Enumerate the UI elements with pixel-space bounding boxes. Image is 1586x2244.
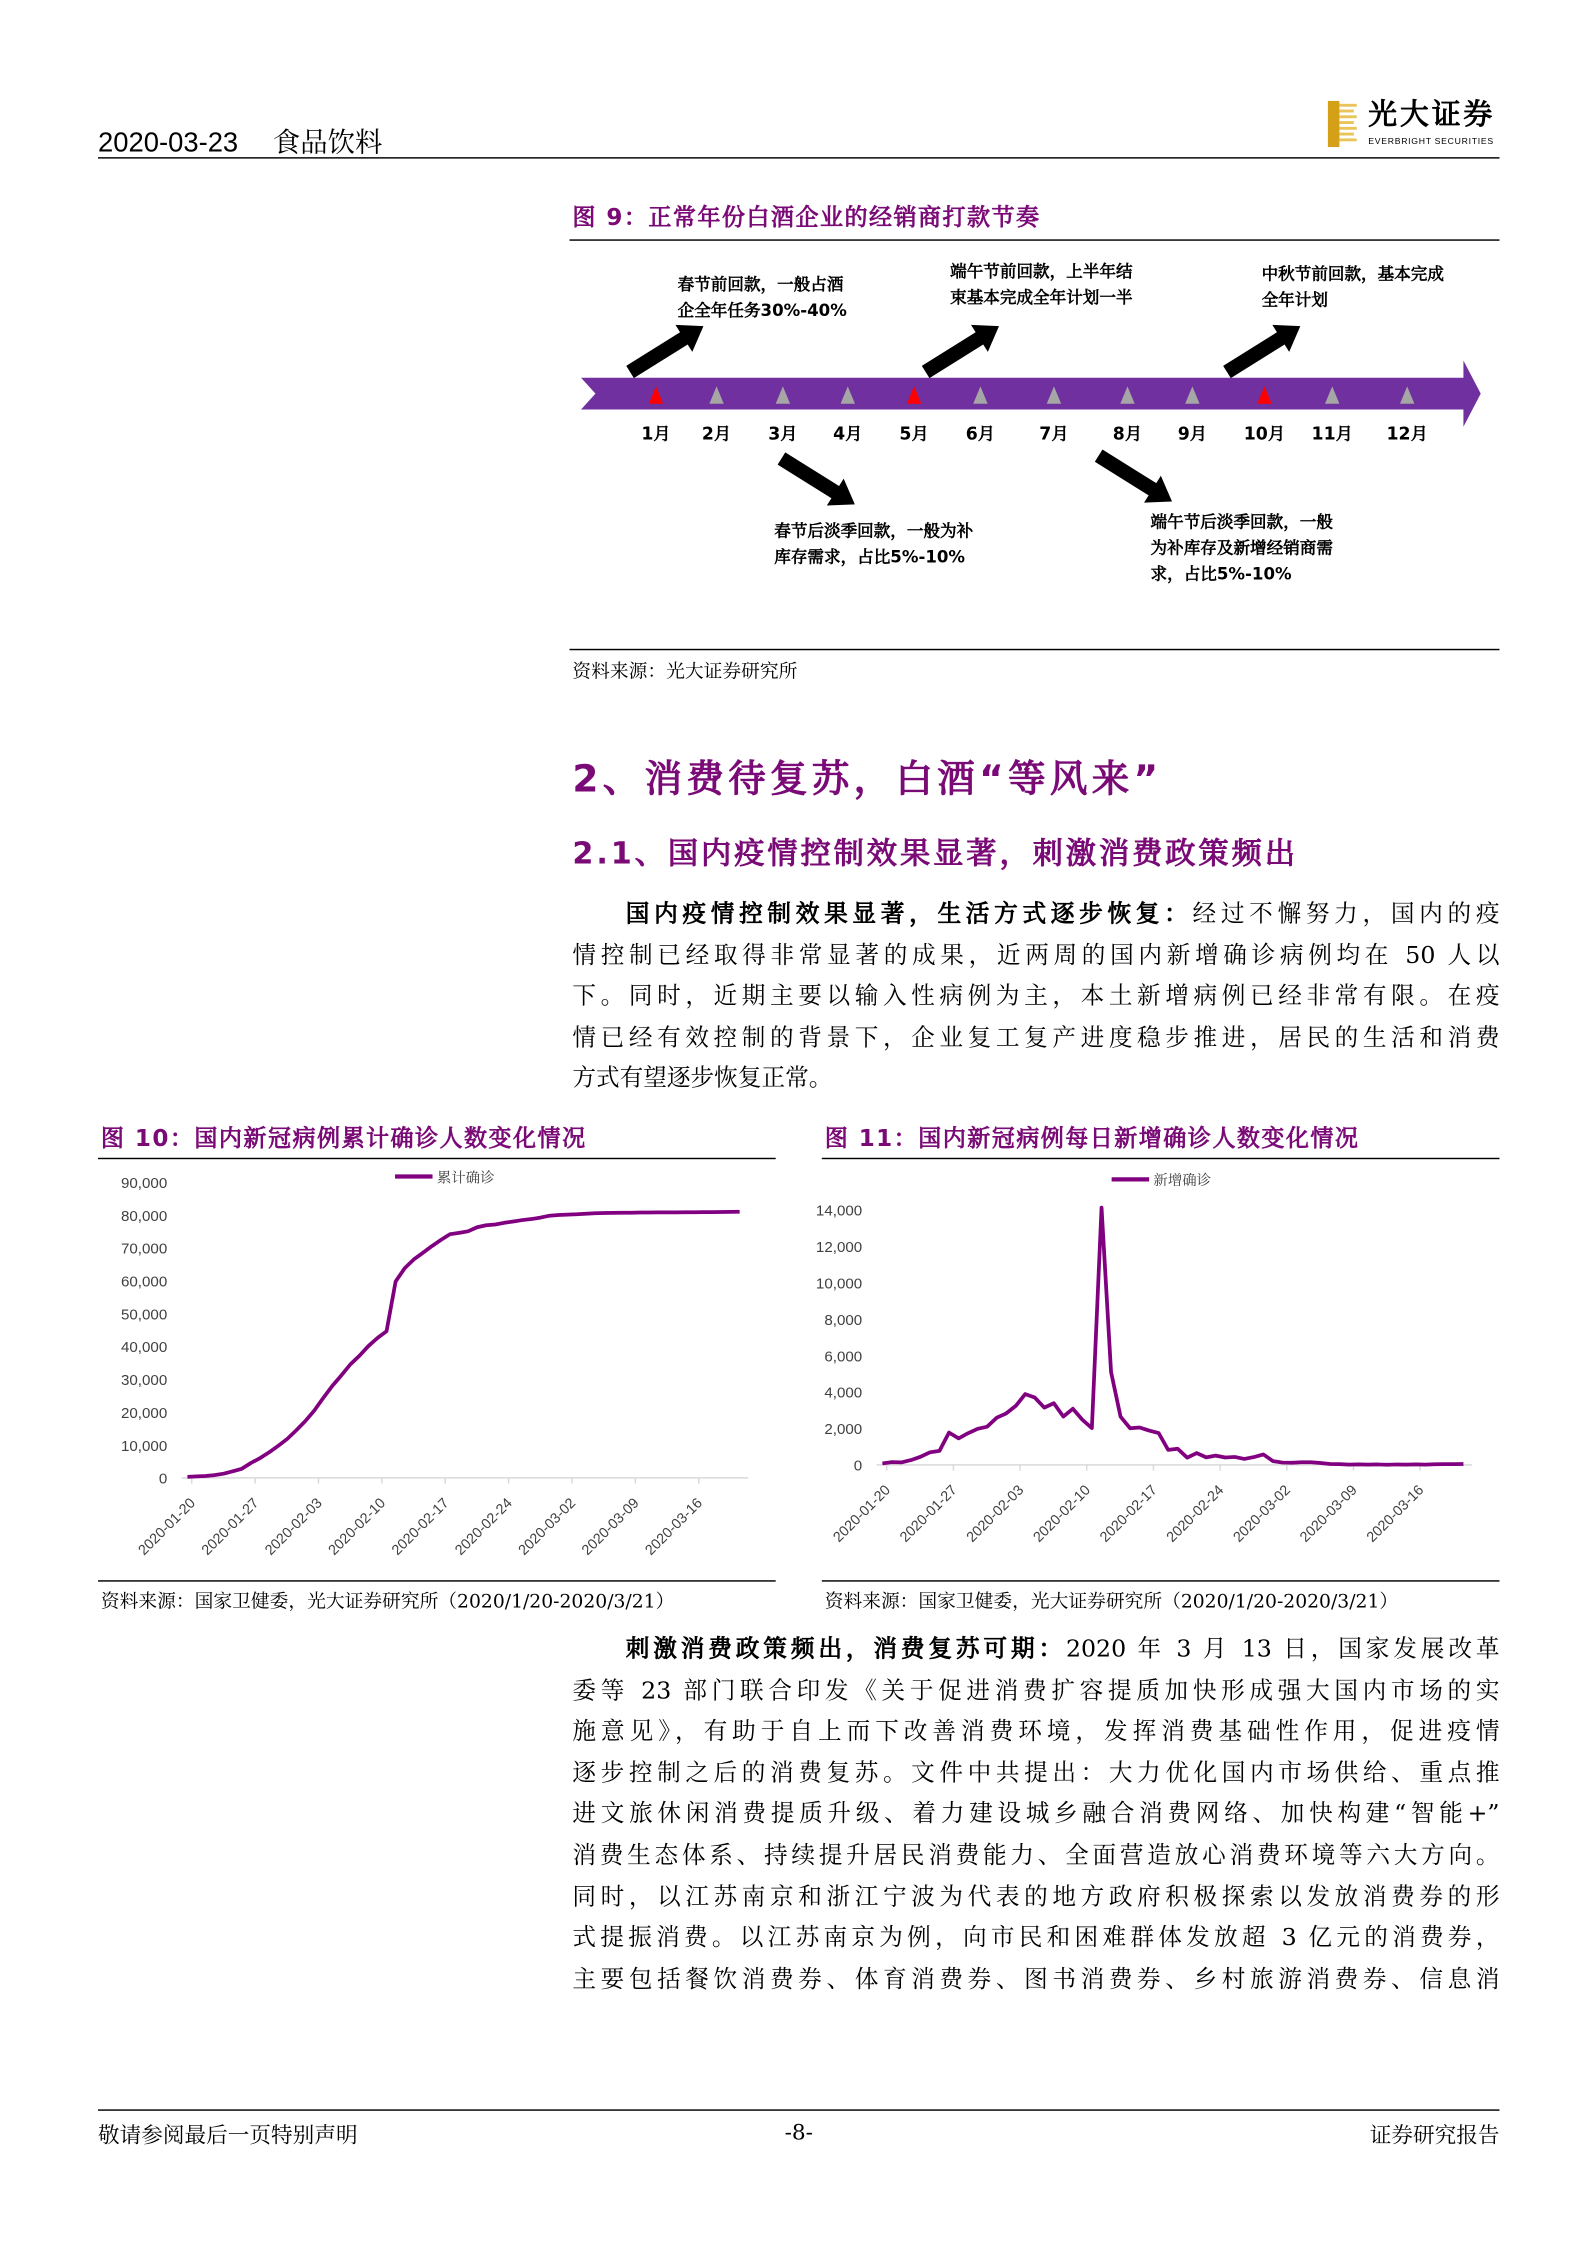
annotation-dragon-boat-after [1151, 509, 1333, 587]
x-tick-label: 2020-02-24 [452, 1495, 516, 1559]
everbright-logo [1328, 98, 1501, 153]
y-tick-label: 90,000 [120, 1175, 168, 1193]
figure11-title: 图 11：国内新冠病例每日新增确诊人数变化情况 [824, 1124, 1360, 1152]
footer-rule [98, 2109, 1499, 2110]
paragraph-line: 施意见》，有助于自上而下改善消费环境，发挥消费基础性作用，促进疫情 [572, 1717, 1500, 1745]
footer-report-type: 证券研究报告 [1369, 2122, 1500, 2149]
annotation-line: 端午节后淡季回款，一般 [1150, 511, 1333, 533]
figure11-source: 资料来源：国家卫健委，光大证券研究所（2020/1/20-2020/3/21） [824, 1591, 1399, 1614]
month-label: 11月 [1311, 423, 1353, 445]
y-tick-label: 8,000 [824, 1311, 863, 1329]
annotation-line: 库存需求，占比5%-10% [774, 546, 966, 567]
arrow-up-icon [917, 313, 1007, 386]
x-tick-label: 2020-03-09 [1297, 1482, 1361, 1546]
paragraph-line: 同时，以江苏南京和浙江宁波为代表的地方政府积极探索以发放消费券的形 [572, 1882, 1500, 1910]
annotation-line: 企全年任务30%-40% [677, 299, 847, 321]
y-tick-label: 20,000 [120, 1404, 168, 1422]
y-tick-label: 10,000 [815, 1275, 863, 1293]
paragraph-line: 主要包括餐饮消费券、体育消费券、图书消费券、乡村旅游消费券、信息消 [572, 1964, 1500, 1993]
paragraph-line: 式提振消费。以江苏南京为例，向市民和困难群体发放超 3 亿元的消费券， [572, 1923, 1500, 1951]
paragraph-line: 委等 23 部门联合印发《关于促进消费扩容提质加快形成强大国内市场的实 [572, 1676, 1500, 1704]
series-line [187, 1212, 739, 1477]
month-label: 5月 [899, 423, 929, 445]
subsection-heading: 2.1、国内疫情控制效果显著，刺激消费政策频出 [572, 836, 1298, 871]
y-tick-label: 0 [853, 1457, 863, 1475]
paragraph-epidemic-control [572, 894, 1499, 1100]
y-tick-label: 50,000 [120, 1306, 168, 1324]
x-tick-label: 2020-03-02 [1230, 1482, 1294, 1546]
month-label: 1月 [641, 423, 671, 445]
page-number: -8- [784, 2119, 813, 2146]
footer-disclaimer: 敬请参阅最后一页特别声明 [98, 2122, 358, 2149]
paragraph-line: 进文旅休闲消费提质升级、着力建设城乡融合消费网络、加快构建“智能+” [572, 1799, 1500, 1828]
paragraph-line: 2020 年 3 月 13 日，国家发展改革 [1065, 1635, 1500, 1663]
x-tick-label: 2020-02-03 [262, 1495, 326, 1559]
figure10-source: 资料来源：国家卫健委，光大证券研究所（2020/1/20-2020/3/21） [100, 1591, 675, 1614]
paragraph-line: 逐步控制之后的消费复苏。文件中共提出：大力优化国内市场供给、重点推 [572, 1758, 1500, 1787]
y-tick-label: 4,000 [824, 1384, 863, 1402]
annotation-mid-autumn-before [1262, 261, 1444, 313]
arrow-down-icon [773, 445, 863, 518]
month-label: 2月 [701, 423, 732, 445]
annotation-line: 中秋节前回款，基本完成 [1261, 263, 1444, 285]
figure9-title: 图 9：正常年份白酒企业的经销商打款节奏 [572, 203, 1041, 231]
report-category: 食品饮料 [272, 126, 383, 159]
logo-cn-text: 光大证券 [1368, 96, 1496, 132]
figure11-top-rule [822, 1158, 1500, 1159]
figure10-top-rule [98, 1158, 776, 1159]
month-label: 4月 [833, 423, 863, 445]
annotation-dragon-boat-before [950, 258, 1132, 310]
y-tick-label: 0 [158, 1470, 168, 1488]
x-tick-label: 2020-02-03 [963, 1482, 1028, 1546]
arrow-up-icon [1219, 313, 1309, 386]
month-label: 8月 [1112, 423, 1143, 445]
month-label: 12月 [1386, 423, 1428, 445]
annotation-line: 全年计划 [1261, 289, 1328, 310]
paragraph-line: 情已经有效控制的背景下，企业复工复产进度稳步推进，居民的生活和消费 [572, 1023, 1500, 1051]
x-tick-label: 2020-02-24 [1163, 1482, 1228, 1546]
paragraph-lead: 刺激消费政策频出，消费复苏可期： [625, 1635, 1066, 1663]
figure10-bottom-rule [98, 1580, 776, 1581]
arrow-icons [622, 313, 1309, 518]
paragraph-lead: 国内疫情控制效果显著，生活方式逐步恢复： [625, 899, 1193, 928]
annotation-line: 求，占比5%-10% [1150, 563, 1292, 584]
figure9-bottom-rule [570, 649, 1500, 650]
x-tick-label: 2020-03-02 [515, 1495, 580, 1559]
paragraph-line: 消费生态体系、持续提升居民消费能力、全面营造放心消费环境等六大方向。 [572, 1841, 1500, 1869]
x-tick-label: 2020-02-17 [1097, 1482, 1161, 1546]
annotation-line: 为补库存及新增经销商需 [1150, 537, 1333, 558]
y-tick-label: 2,000 [824, 1421, 863, 1439]
arrow-down-icon [1090, 442, 1180, 515]
header-rule [98, 157, 1499, 158]
x-tick-label: 2020-01-20 [830, 1482, 894, 1546]
x-tick-label: 2020-02-10 [1030, 1482, 1094, 1546]
figure9-top-rule [570, 239, 1500, 240]
y-tick-label: 70,000 [120, 1240, 168, 1258]
paragraph-line: 下。同时，近期主要以输入性病例为主，本土新增病例已经非常有限。在疫 [572, 982, 1500, 1010]
arrow-up-icon [622, 313, 712, 386]
logo-e-icon [1328, 101, 1360, 147]
annotation-line: 束基本完成全年计划一半 [950, 286, 1133, 308]
x-tick-label: 2020-02-17 [388, 1495, 453, 1559]
paragraph-line: 方式有望逐步恢复正常。 [572, 1064, 833, 1092]
x-tick-label: 2020-01-27 [198, 1495, 263, 1559]
y-tick-label: 60,000 [120, 1273, 168, 1291]
paragraph-line: 情控制已经取得非常显著的成果，近两周的国内新增确诊病例均在 50 人以 [572, 940, 1500, 969]
month-label: 10月 [1243, 423, 1286, 445]
legend-label: 累计确诊 [436, 1170, 495, 1187]
legend-label: 新增确诊 [1153, 1173, 1212, 1190]
x-tick-label: 2020-03-09 [579, 1495, 643, 1559]
annotation-line: 春节前回款，一般占酒 [677, 273, 844, 295]
x-tick-label: 2020-01-20 [135, 1495, 199, 1559]
y-tick-label: 6,000 [824, 1348, 863, 1366]
section-heading: 2、消费待复苏，白酒“等风来” [572, 758, 1163, 802]
figure11-bottom-rule [822, 1580, 1500, 1581]
paragraph-consumption-policy [572, 1629, 1499, 2000]
month-label: 7月 [1039, 423, 1069, 445]
logo-en-text: EVERBRIGHT SECURITIES [1368, 138, 1494, 148]
report-header [98, 121, 382, 160]
y-tick-label: 40,000 [120, 1339, 168, 1357]
figure10-title: 图 10：国内新冠病例累计确诊人数变化情况 [100, 1124, 587, 1152]
x-tick-label: 2020-01-27 [897, 1482, 961, 1546]
annotation-line: 端午节前回款，上半年结 [950, 260, 1133, 282]
x-tick-label: 2020-02-10 [325, 1495, 390, 1559]
paragraph-line: 经过不懈努力，国内的疫 [1192, 899, 1500, 928]
figure10-chart [98, 1162, 776, 1577]
x-tick-label: 2020-03-16 [1363, 1482, 1428, 1546]
annotation-line: 春节后淡季回款，一般为补 [774, 520, 974, 541]
annotation-spring-festival-before [678, 271, 847, 323]
y-tick-label: 14,000 [815, 1202, 863, 1220]
y-tick-label: 80,000 [120, 1207, 168, 1225]
y-tick-label: 10,000 [120, 1437, 168, 1455]
report-date: 2020-03-23 [98, 128, 239, 159]
month-label: 6月 [965, 423, 996, 445]
annotation-spring-festival-after [774, 518, 973, 570]
month-label: 3月 [768, 423, 798, 445]
y-tick-label: 30,000 [120, 1372, 168, 1390]
series-line [882, 1208, 1463, 1465]
figure11-chart [815, 1162, 1500, 1577]
figure9-source: 资料来源：光大证券研究所 [572, 661, 798, 684]
month-label: 9月 [1177, 423, 1208, 445]
y-tick-label: 12,000 [815, 1238, 863, 1256]
x-tick-label: 2020-03-16 [642, 1495, 706, 1559]
